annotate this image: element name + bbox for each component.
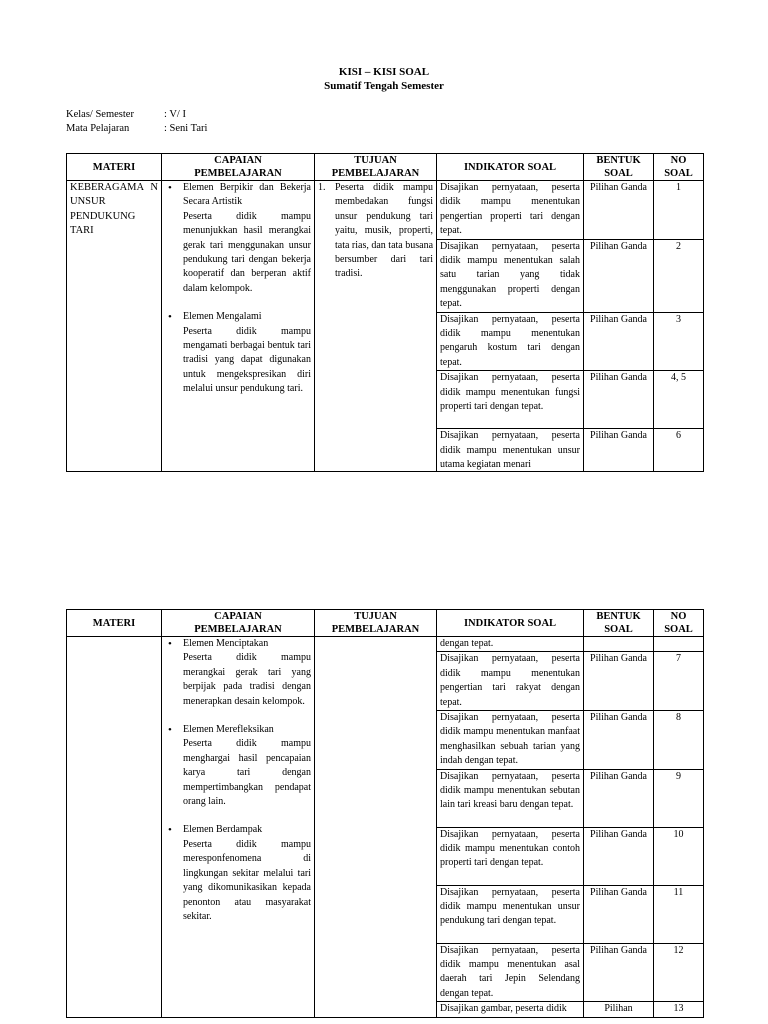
no-cell: 6 — [654, 429, 704, 472]
no-cell: 1 — [654, 181, 704, 240]
no-cell: 12 — [654, 943, 704, 1002]
table-row — [67, 181, 704, 240]
table-row — [67, 637, 704, 652]
no-cell: 2 — [654, 239, 704, 312]
indikator-cell: Disajikan pernyataan, peserta didik mampu menentukan contoh properti tari dengan tepat. — [437, 827, 584, 885]
no-cell: 13 — [654, 1002, 704, 1017]
header-bentuk: BENTUK SOAL — [584, 154, 654, 181]
capaian-item: • Elemen Berdampak Peserta didik mampu meresponfenomena di lingkungan sekitar melalui tari yang dikomunikasikan kepada penonton atau masyarakat sekitar. — [183, 823, 311, 924]
bentuk-cell: Pilihan Ganda — [584, 885, 654, 943]
indikator-cell: Disajikan pernyataan, peserta didik mampu menentukan fungsi properti tari dengan tepat. — [437, 371, 584, 429]
bentuk-cell: Pilihan Ganda — [584, 312, 654, 371]
header-bentuk: BENTUK SOAL — [584, 610, 654, 637]
bentuk-cell: Pilihan Ganda — [584, 769, 654, 827]
header-indikator: INDIKATOR SOAL — [437, 154, 584, 181]
tujuan-cell — [315, 637, 437, 1018]
bentuk-cell: Pilihan Ganda — [584, 943, 654, 1002]
meta-kelas-value: : V/ I — [164, 109, 186, 120]
table-header-row — [67, 154, 704, 181]
header-materi: MATERI — [67, 610, 162, 637]
no-cell — [654, 637, 704, 652]
no-cell: 7 — [654, 652, 704, 711]
bentuk-cell: Pilihan Ganda — [584, 652, 654, 711]
header-no: NO SOAL — [654, 610, 704, 637]
header-tujuan: TUJUAN PEMBELAJARAN — [315, 154, 437, 181]
indikator-cell: Disajikan pernyataan, peserta didik mampu menentukan pengaruh kostum tari dengan tepat. — [437, 312, 584, 371]
capaian-item: • Elemen Berpikir dan Bekerja Secara Artistik Peserta didik mampu menunjukkan hasil merangkai gerak tari menggunakan unsur pendukung tari dengan bekerja kooperatif dan berperan aktif dalam kelompok. — [183, 181, 311, 296]
bentuk-cell: Pilihan Ganda — [584, 827, 654, 885]
bentuk-cell: Pilihan — [584, 1002, 654, 1017]
indikator-cell: Disajikan pernyataan, peserta didik mampu menentukan pengertian properti tari dengan tepat. — [437, 181, 584, 240]
indikator-cell: Disajikan pernyataan, peserta didik mampu menentukan unsur utama kegiatan menari — [437, 429, 584, 472]
capaian-item: • Elemen Merefleksikan Peserta didik mampu menghargai hasil pencapaian karya tari dengan mempertimbangkan pendapat orang lain. — [183, 723, 311, 809]
indikator-cell: Disajikan pernyataan, peserta didik mampu menentukan pengertian tari rakyat dengan tepat. — [437, 652, 584, 711]
bentuk-cell: Pilihan Ganda — [584, 429, 654, 472]
meta-mapel-label: Mata Pelajaran — [66, 123, 130, 134]
materi-cell — [67, 637, 162, 1018]
no-cell: 9 — [654, 769, 704, 827]
table-header-row — [67, 610, 704, 637]
indikator-cell: dengan tepat. — [437, 637, 584, 652]
tujuan-number: 1. — [318, 182, 326, 193]
header-materi: MATERI — [67, 154, 162, 181]
bentuk-cell — [584, 637, 654, 652]
kisi-table-2 — [66, 609, 704, 1018]
indikator-cell: Disajikan pernyataan, peserta didik mampu menentukan sebutan lain tari kreasi baru dengan tepat. — [437, 769, 584, 827]
meta-mapel-value: : Seni Tari — [164, 123, 208, 134]
capaian-item: • Elemen Mengalami Peserta didik mampu mengamati berbagai bentuk tari tradisi yang dapat digunakan untuk mengekspresikan diri melalui unsur pendukung tari. — [183, 310, 311, 396]
capaian-item: • Elemen Menciptakan Peserta didik mampu merangkai gerak tari yang berpijak pada tradisi dengan menerapkan desain kelompok. — [183, 637, 311, 709]
indikator-cell: Disajikan pernyataan, peserta didik mampu menentukan asal daerah tari Jepin Selendang dengan tepat. — [437, 943, 584, 1002]
document-title: KISI – KISI SOAL — [338, 66, 430, 78]
tujuan-cell — [315, 181, 437, 472]
bentuk-cell: Pilihan Ganda — [584, 711, 654, 770]
meta-mapel — [66, 123, 207, 134]
no-cell: 4, 5 — [654, 371, 704, 429]
bentuk-cell: Pilihan Ganda — [584, 371, 654, 429]
bentuk-cell: Pilihan Ganda — [584, 239, 654, 312]
header-tujuan: TUJUAN PEMBELAJARAN — [315, 610, 437, 637]
meta-kelas — [66, 109, 186, 120]
tujuan-text: Peserta didik mampu membedakan fungsi unsur pendukung tari yaitu, musik, properti, tata rias, dan tata busana bersumber dari tari tradisi. — [335, 182, 434, 280]
bentuk-cell: Pilihan Ganda — [584, 181, 654, 240]
indikator-cell: Disajikan pernyataan, peserta didik mampu menentukan salah satu tarian yang tidak menggunakan properti dengan tepat. — [437, 239, 584, 312]
capaian-cell — [162, 181, 315, 472]
indikator-cell: Disajikan pernyataan, peserta didik mampu menentukan unsur pendukung tari dengan tepat. — [437, 885, 584, 943]
no-cell: 10 — [654, 827, 704, 885]
capaian-cell — [162, 637, 315, 1018]
no-cell: 8 — [654, 711, 704, 770]
header-no: NO SOAL — [654, 154, 704, 181]
kisi-table-1 — [66, 153, 704, 472]
no-cell: 3 — [654, 312, 704, 371]
materi-cell: KEBERAGAMA N UNSUR PENDUKUNG TARI — [67, 181, 162, 472]
no-cell: 11 — [654, 885, 704, 943]
document-subtitle: Sumatif Tengah Semester — [324, 80, 444, 92]
header-capaian: CAPAIAN PEMBELAJARAN — [162, 154, 315, 181]
meta-kelas-label: Kelas/ Semester — [66, 109, 134, 120]
indikator-cell: Disajikan gambar, peserta didik — [437, 1002, 584, 1017]
header-capaian: CAPAIAN PEMBELAJARAN — [162, 610, 315, 637]
indikator-cell: Disajikan pernyataan, peserta didik mampu menentukan manfaat menghasilkan sebuah tarian yang indah dengan tepat. — [437, 711, 584, 770]
header-indikator: INDIKATOR SOAL — [437, 610, 584, 637]
